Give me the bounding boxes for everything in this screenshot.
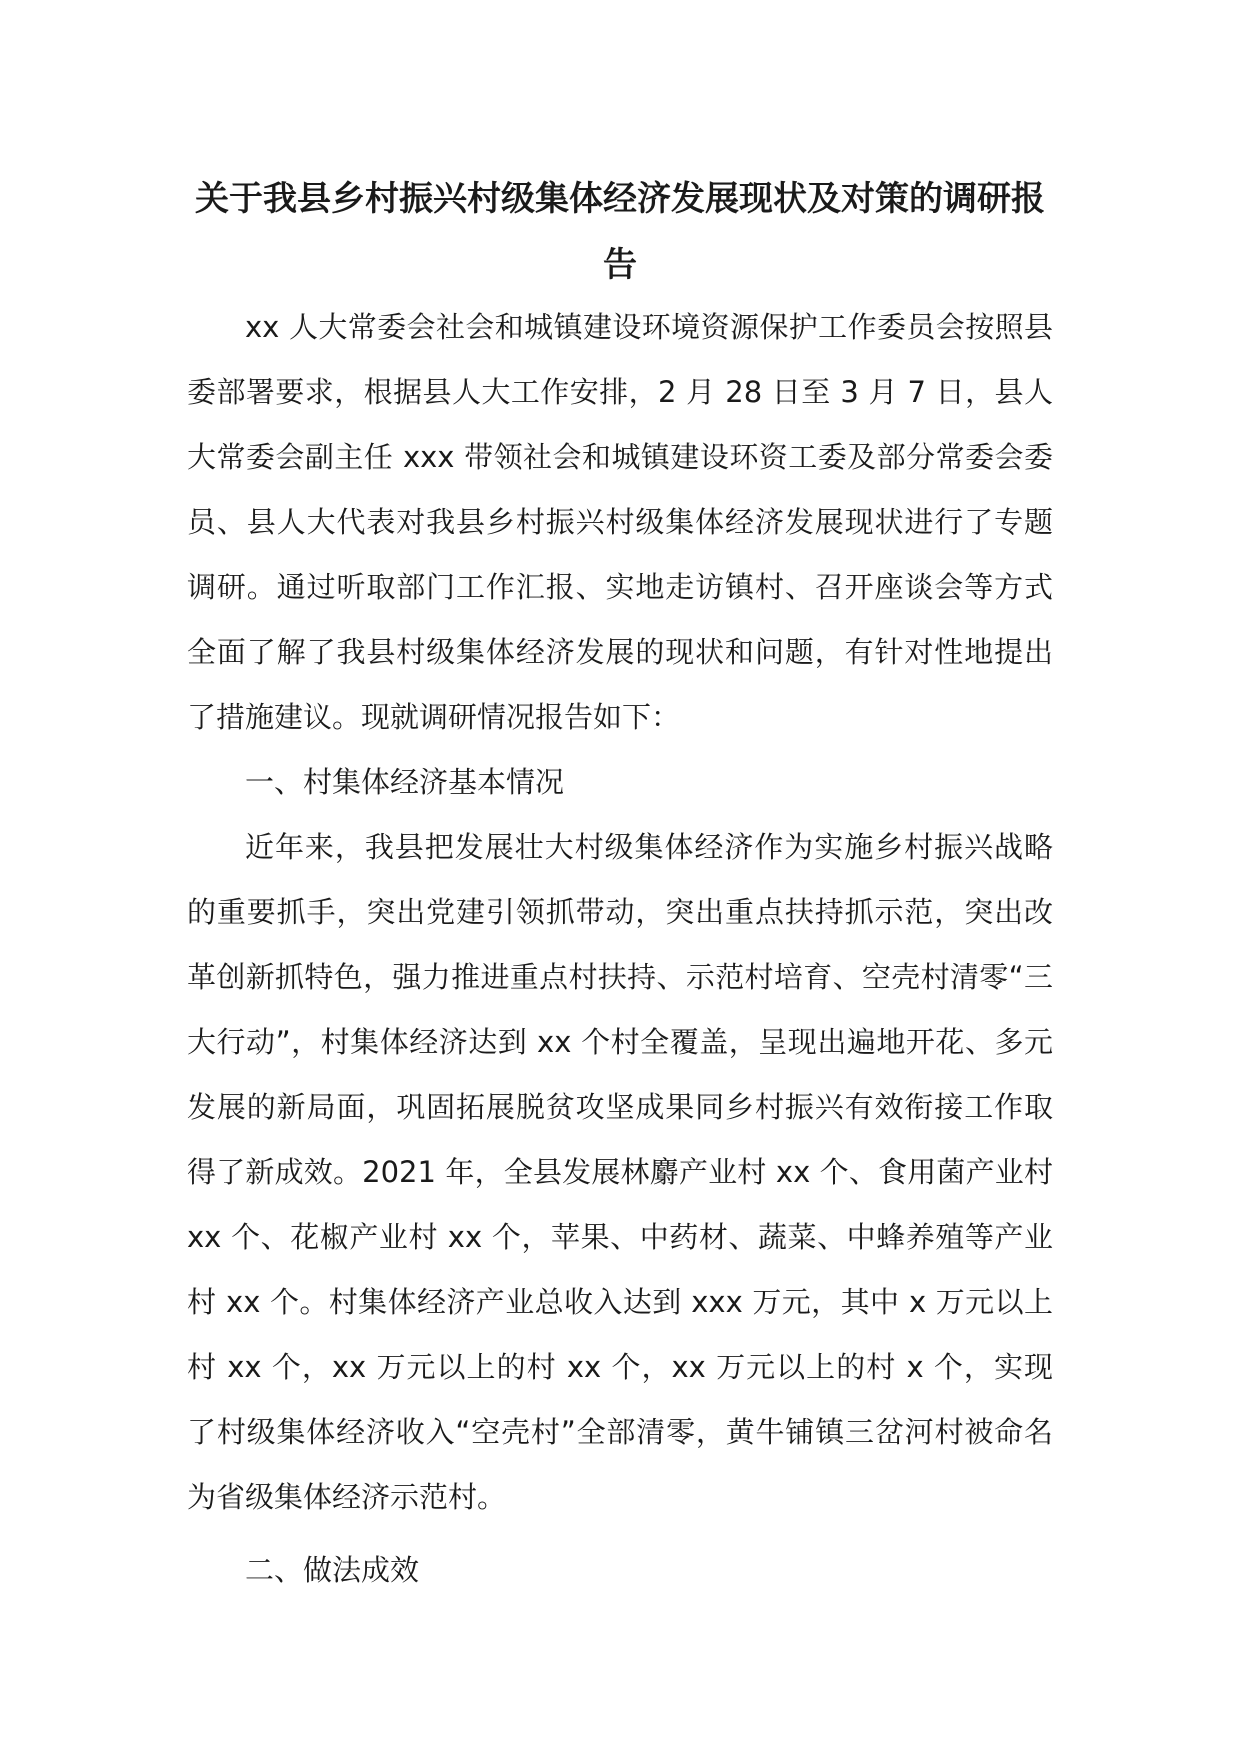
- document-body: [187, 295, 1053, 1603]
- paragraph-spacer: [187, 1530, 1053, 1538]
- document-title: 关于我县乡村振兴村级集体经济发展现状及对策的调研报告: [195, 179, 1045, 285]
- section-heading-1: 一、村集体经济基本情况: [245, 765, 565, 799]
- section-1-paragraph: 近年来，我县把发展壮大村级集体经济作为实施乡村振兴战略的重要抓手，突出党建引领抓带动，突出重点扶持抓示范，突出改革创新抓特色，强力推进重点村扶持、示范村培育、空壳村清零“三大行动”，村集体经济达到 xx 个村全覆盖，呈现出遍地开花、多元发展的新局面，巩固拓展脱贫攻坚成果同乡村振兴有效衔接工作取得了新成效。2021 年，全县发展林麝产业村 xx 个、食用菌产业村 xx 个、花椒产业村 xx 个，苹果、中药材、蔬菜、中蜂养殖等产业村 xx 个。村集体经济产业总收入达到 xxx 万元，其中 x 万元以上村 xx 个，xx 万元以上的村 xx 个，xx 万元以上的村 x 个，实现了村级集体经济收入“空壳村”全部清零，黄牛铺镇三岔河村被命名为省级集体经济示范村。: [187, 830, 1053, 1514]
- intro-paragraph: xx 人大常委会社会和城镇建设环境资源保护工作委员会按照县委部署要求，根据县人大工作安排，2 月 28 日至 3 月 7 日，县人大常委会副主任 xxx 带领社会和城镇建设环资工委及部分常委会委员、县人大代表对我县乡村振兴村级集体经济发展现状进行了专题调研。通过听取部门工作汇报、实地走访镇村、召开座谈会等方式全面了解了我县村级集体经济发展的现状和问题，有针对性地提出了措施建议。现就调研情况报告如下：: [187, 310, 1053, 734]
- section-heading-2: 二、做法成效: [245, 1553, 420, 1587]
